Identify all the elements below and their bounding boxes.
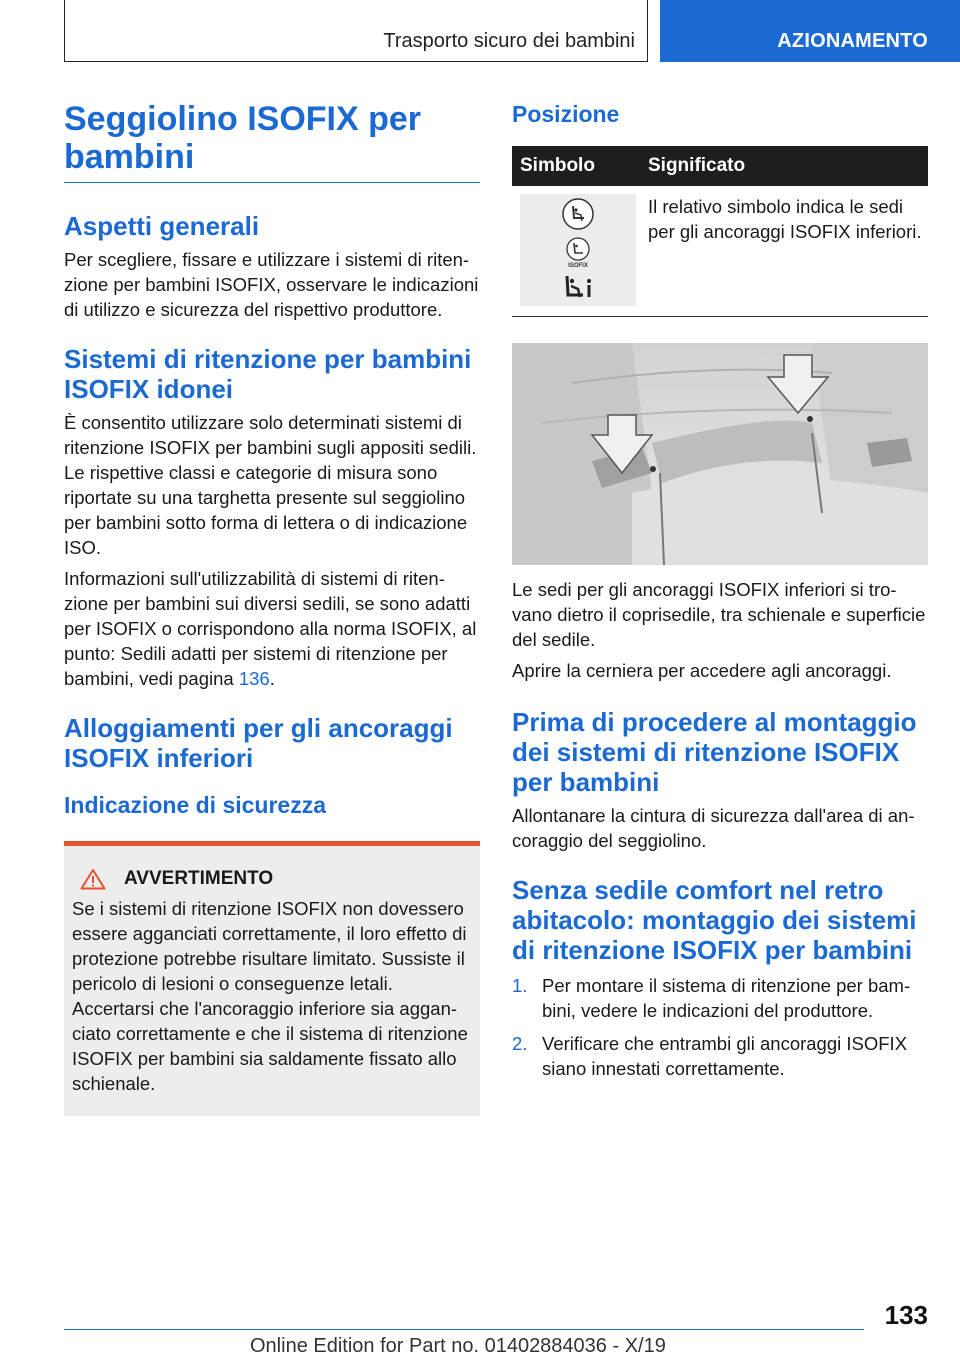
section-title: Trasporto sicuro dei bambini — [383, 30, 635, 52]
suitable-text-1: È consentito utilizzare solo determinati sistemi di ritenzione ISOFIX per bambini sugli appositi sedili. Le rispettive classi e categorie di misura sono riportate su una targhetta presente sul seggiolino per bambini sotto forma di lettera o di indicazione ISO. — [64, 412, 477, 558]
table-row — [512, 186, 928, 317]
symbol-cell — [520, 194, 636, 306]
photo-caption-2: Aprire la cerniera per accedere agli ancoraggi. — [512, 660, 892, 681]
warning-triangle-icon — [80, 868, 106, 890]
isofix-seat-icon — [561, 197, 595, 231]
isofix-label-icon — [561, 235, 595, 269]
isofix-icon-label: ISOFIX — [568, 263, 588, 269]
running-header-section — [64, 0, 648, 62]
footer-divider — [64, 1329, 864, 1330]
heading-before-mounting: Prima di procedere al montaggio dei sistemi di ritenzione ISOFIX per bambini — [512, 707, 917, 797]
mounting-steps — [512, 973, 928, 1081]
list-item: 2. Verificare che entrambi gli ancoraggi ISOFIX siano innestati correttamente. — [512, 1033, 908, 1079]
heading-suitable-systems: Sistemi di ritenzione per bambini ISOFIX idonei — [64, 344, 472, 404]
heading-lower-anchors: Alloggiamenti per gli ancoraggi ISOFIX inferiori — [64, 713, 453, 773]
page-link[interactable]: 136 — [238, 668, 270, 689]
table-header-symbol: Simbolo — [512, 146, 640, 186]
running-header-chapter — [660, 0, 960, 62]
before-mounting-text: Allontanare la cintura di sicurezza dall'area di ancoraggio del seggiolino. — [512, 805, 915, 851]
page-title: Seggiolino ISOFIX per bambini — [64, 100, 480, 183]
list-item: 1. Per montare il sistema di ritenzione per bambini, vedere le indicazioni del produttore. — [512, 975, 911, 1021]
heading-position: Posizione — [512, 101, 620, 127]
heading-mounting: Senza sedile comfort nel retro abitacolo: montaggio dei sistemi di ritenzione ISOFIX per bambini — [512, 875, 917, 965]
symbol-meaning: Il relativo simbolo indica le sedi per gli ancoraggi ISOFIX inferiori. — [648, 196, 922, 242]
right-column — [512, 100, 928, 1089]
suitable-text-2: Informazioni sull'utilizzabilità di sistemi di ritenzione per bambini sui diversi sedili, se sono adatti per ISOFIX o corrispondono alla norma ISOFIX, al punto: Sedili adatti per sistemi di ritenzione per bambini, vedi pagina 136. — [64, 568, 477, 689]
symbol-table — [512, 146, 928, 317]
chapter-title: AZIONAMENTO — [777, 30, 928, 52]
table-header-meaning: Significato — [640, 146, 928, 186]
page-number: 133 — [884, 1300, 928, 1330]
warning-box — [64, 841, 480, 1116]
general-text: Per scegliere, fissare e utilizzare i sistemi di ritenzione per bambini ISOFIX, osservare le indicazioni di utilizzo e sicurezza del rispettivo produttore. — [64, 249, 479, 320]
heading-general: Aspetti generali — [64, 211, 260, 241]
isofix-info-icon — [561, 273, 595, 303]
photo-caption-1: Le sedi per gli ancoraggi ISOFIX inferiori si trovano dietro il coprisedile, tra schienale e superficie del sedile. — [512, 579, 926, 650]
heading-safety-note: Indicazione di sicurezza — [64, 792, 327, 818]
footer-edition: Online Edition for Part no. 01402884036 - X/19 — [250, 1335, 666, 1357]
warning-title: AVVERTIMENTO — [124, 868, 274, 889]
rear-seat-photo — [512, 343, 928, 565]
warning-text: Se i sistemi di ritenzione ISOFIX non dovessero essere agganciati correttamente, il loro effetto di protezione potrebbe risultare limitato. Sussiste il pericolo di lesioni o conseguenze letali. Accertarsi che l'ancoraggio inferiore sia agganciato correttamente e che il sistema di ritenzione ISOFIX per bambini sia saldamente fissato allo schienale. — [72, 898, 468, 1094]
left-column — [64, 100, 480, 1116]
